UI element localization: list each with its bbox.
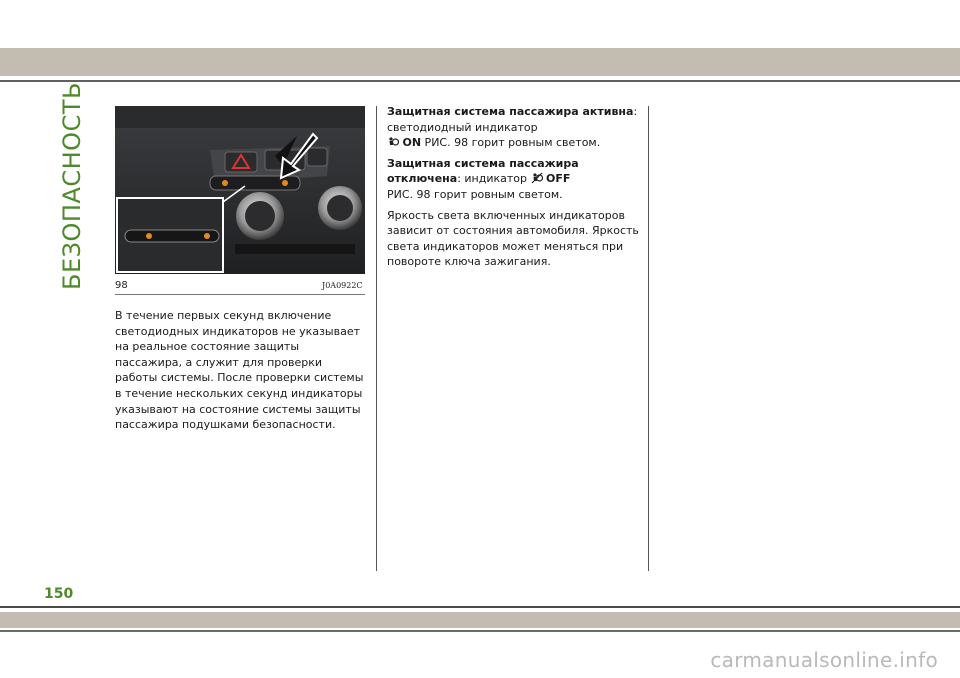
text-fig-steady-1: РИС. 98 горит ровным светом. — [421, 136, 601, 150]
figure-number: 98 — [115, 280, 128, 291]
header-rule — [0, 80, 960, 82]
page-number: 150 — [44, 586, 74, 602]
section-title: БЕЗОПАСНОСТЬ — [58, 82, 86, 290]
column-divider-2 — [648, 106, 649, 571]
state-on: ON — [402, 136, 422, 150]
text-indicator: : индикатор — [457, 172, 527, 186]
column2 — [387, 104, 642, 275]
heading-passenger-active: Защитная система пассажира активна — [387, 105, 634, 118]
text-fig-steady-2: РИС. 98 горит ровным светом. — [387, 187, 563, 201]
state-off: OFF — [546, 172, 571, 186]
footer-rule-top — [0, 606, 960, 608]
figure-rule — [115, 294, 365, 295]
footer-rule-bottom — [0, 630, 960, 632]
paragraph-passenger-disabled — [387, 156, 642, 203]
airbag-on-icon — [387, 136, 399, 148]
footer-band — [0, 612, 960, 628]
paragraph-brightness: Яркость света включенных индикаторов зависит от состояния автомобиля. Яркость света индикаторов может меняться при повороте ключа зажигания. — [387, 208, 639, 269]
column1-paragraph: В течение первых секунд включение светодиодных индикаторов не указывает на реальное состояние защиты пассажира, а служит для проверки работы системы. После проверки системы в течение нескольких секунд индикаторы указывают на состояние системы защиты пассажира подушками безопасности. — [115, 309, 364, 432]
paragraph-passenger-active — [387, 104, 642, 151]
airbag-off-icon — [531, 172, 543, 184]
heading-passenger-disabled: Защитная система пассажира отключена — [387, 156, 579, 186]
dashboard-illustration — [115, 106, 365, 274]
watermark: carmanualsonline.info — [710, 648, 938, 672]
text-led-indicator: : светодиодный индикатор — [387, 105, 638, 134]
header-band — [0, 48, 960, 76]
column-divider-1 — [376, 106, 377, 571]
figure-code: J0A0922C — [322, 281, 363, 290]
dashboard-photo — [115, 106, 365, 274]
